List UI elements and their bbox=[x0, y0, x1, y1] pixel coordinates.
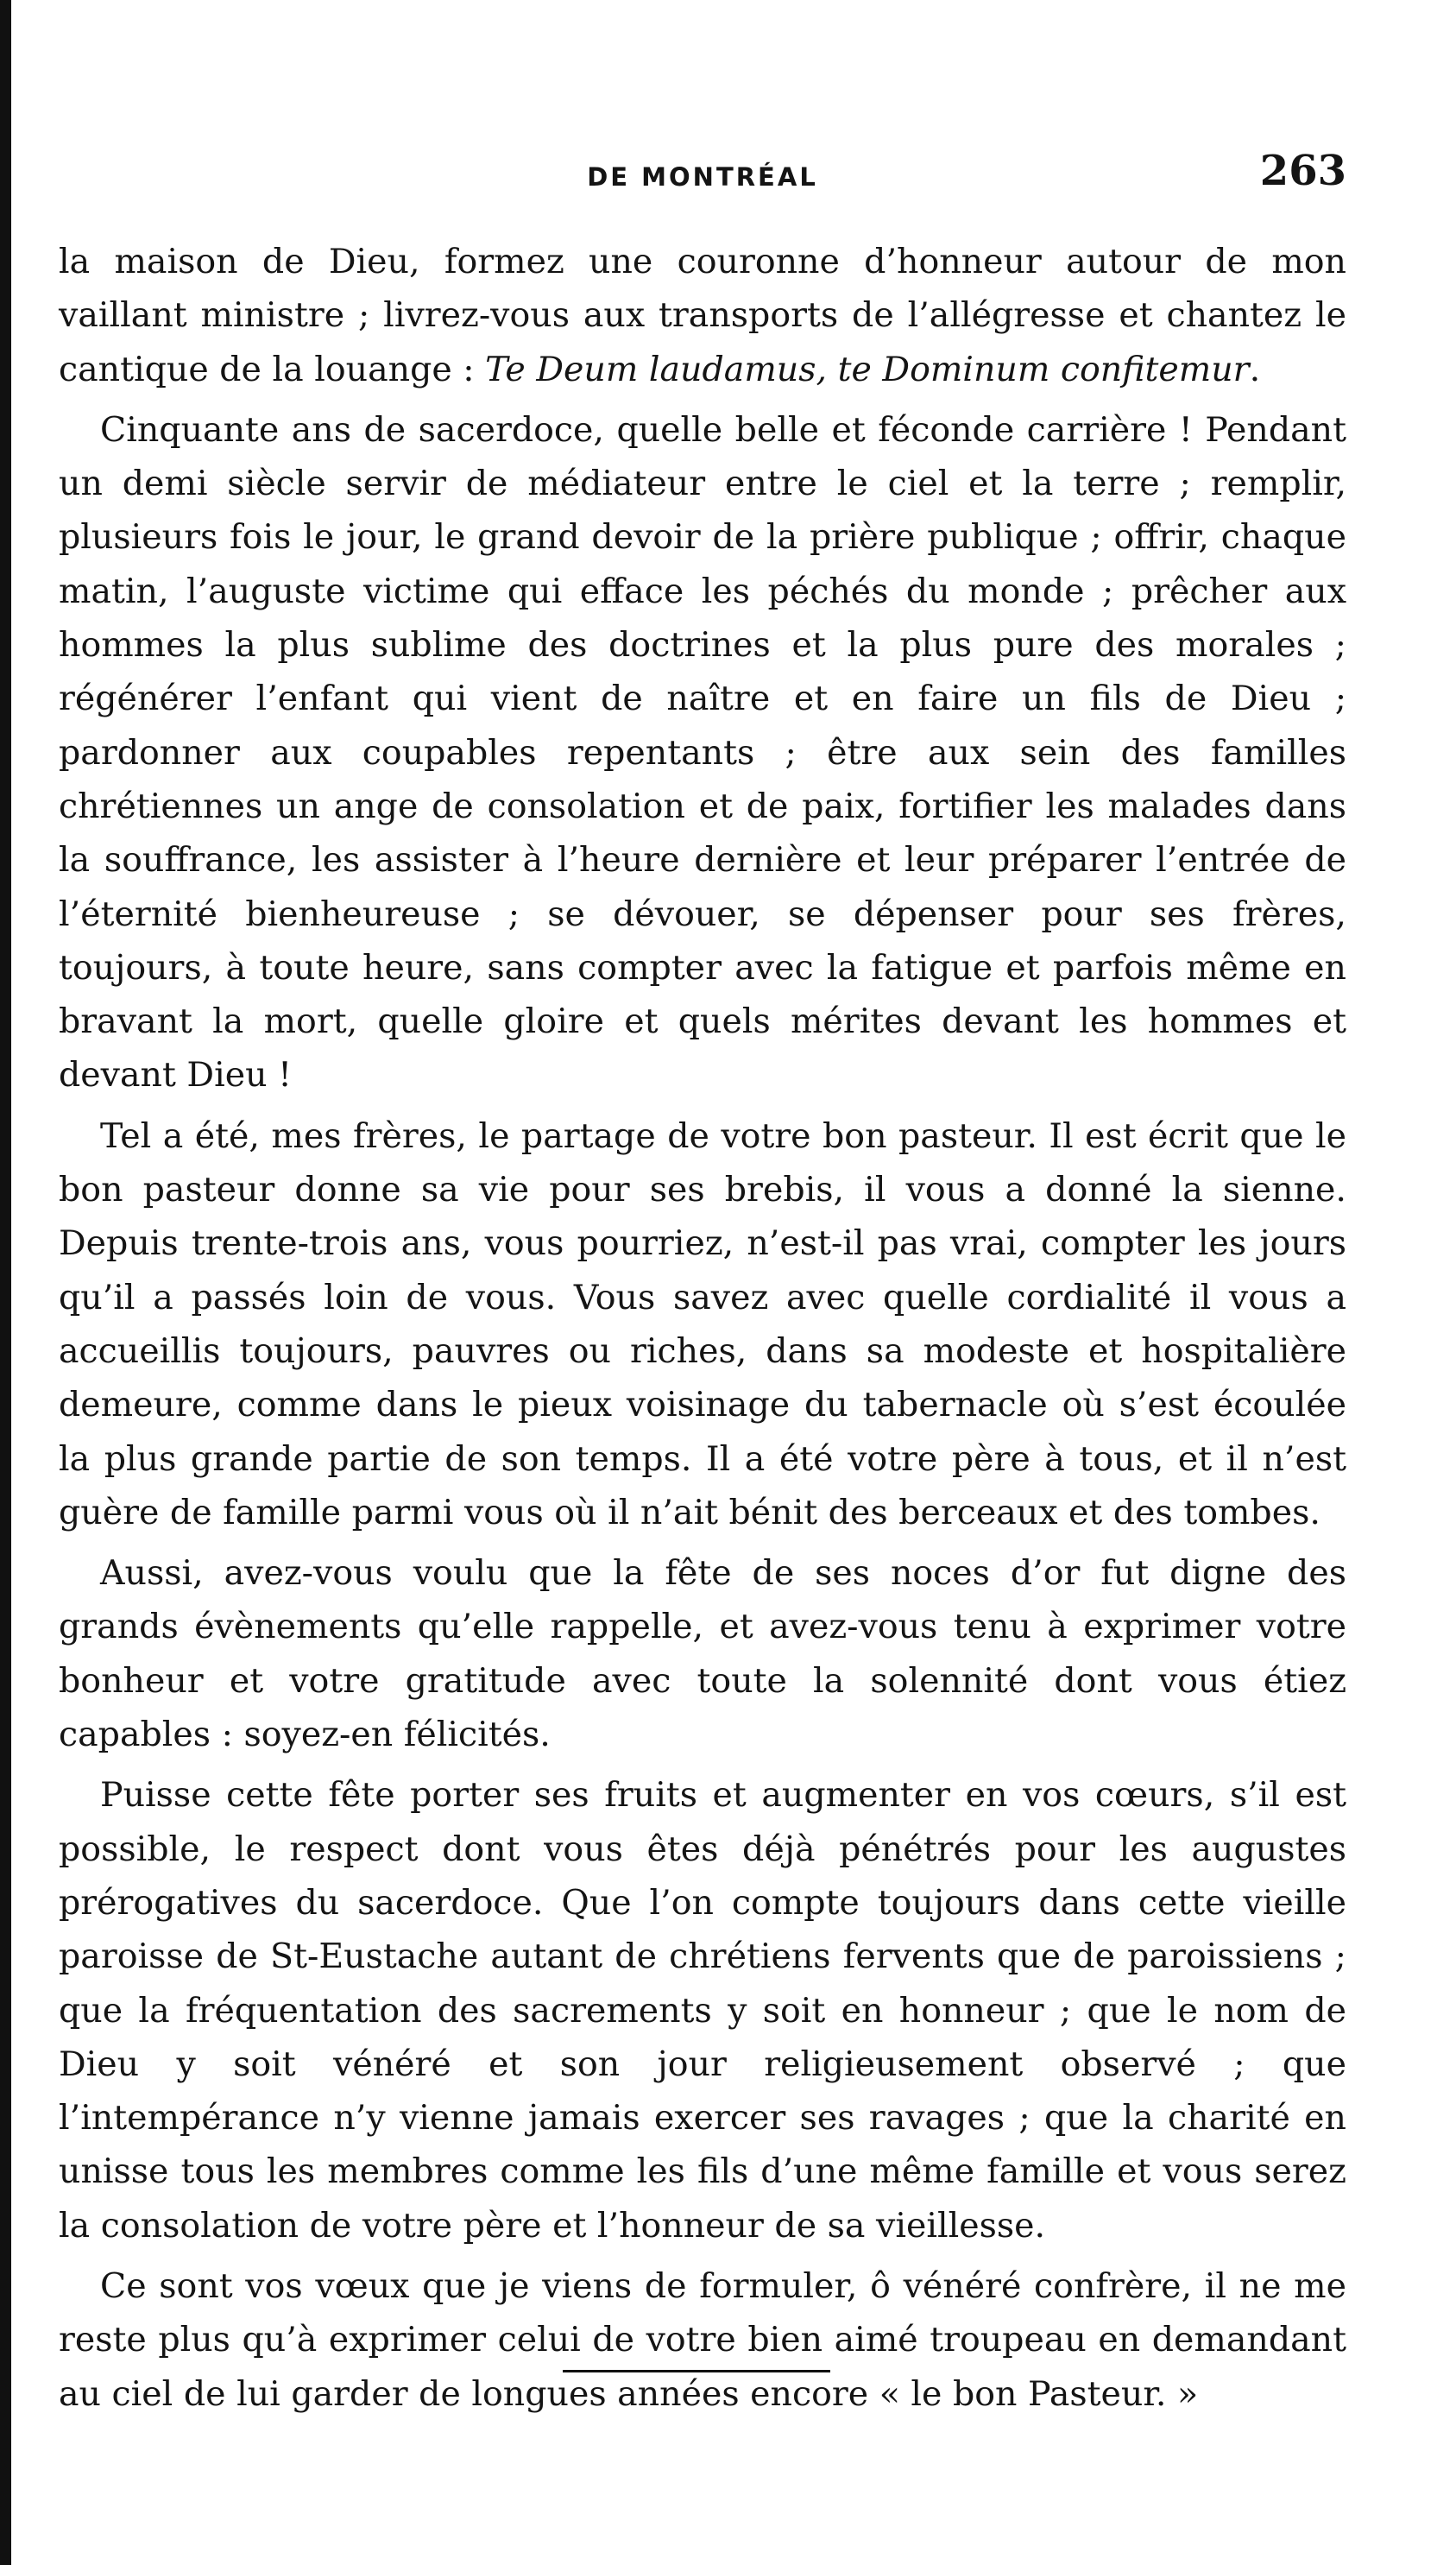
paragraph-2: Cinquante ans de sacerdoce, quelle belle et féconde carrière ! Pendant un demi siècle servir de médiateur entre le ciel et la terre ; remplir, plusieurs fois le jour, le grand devoir de la prière publique ; offrir, chaque matin, l’auguste victime qui efface les péchés du monde ; prêcher aux hommes la plus sublime des doctrines et la plus pure des morales ; régénérer l’enfant qui vient de naître et en faire un fils de Dieu ; pardonner aux coupables repentants ; être aux sein des familles chrétiennes un ange de consolation et de paix, fortifier les malades dans la souffrance, les assister à l’heure dernière et leur préparer l’entrée de l’éternité bienheureuse ; se dévouer, se dépenser pour ses frères, toujours, à toute heure, sans compter avec la fatigue et parfois même en bravant la mort, quelle gloire et quels mérites devant les hommes et devant Dieu ! bbox=[59, 409, 1346, 1096]
page-header bbox=[59, 147, 1346, 207]
body-text bbox=[59, 235, 1346, 2421]
scan-edge-shadow bbox=[0, 0, 11, 2565]
paragraph-1 bbox=[59, 235, 1346, 396]
paragraph-5: Puisse cette fête porter ses fruits et augmenter en vos cœurs, s’il est possible, le respect dont vous êtes déjà pénétrés pour les augustes prérogatives du sacerdoce. Que l’on compte toujours dans cette vieille paroisse de St-Eustache autant de chrétiens fervents que de paroissiens ; que la fréquentation des sacrements y soit en honneur ; que le nom de Dieu y soit vénéré et son jour religieusement observé ; que l’intempérance n’y vienne jamais exercer ses ravages ; que la charité en unisse tous les membres comme les fils d’une même famille et vous serez la consolation de votre père et l’honneur de sa vieillesse. bbox=[59, 1775, 1346, 2246]
paragraph-6: Ce sont vos vœux que je viens de formuler, ô vénéré confrère, il ne me reste plus qu’à exprimer celui de votre bien aimé troupeau en demandant au ciel de lui garder de longues années encore « le bon Pasteur. » bbox=[59, 2265, 1346, 2414]
paragraph-4: Aussi, avez-vous voulu que la fête de ses noces d’or fut digne des grands évènements qu’elle rappelle, et avez-vous tenu à exprimer votre bonheur et votre gratitude avec toute la solennité dont vous étiez capables : soyez-en félicités. bbox=[59, 1553, 1346, 1755]
paragraph-1-tail: . bbox=[1249, 349, 1261, 389]
paragraph-3: Tel a été, mes frères, le partage de votre bon pasteur. Il est écrit que le bon pasteur donne sa vie pour ses brebis, il vous a donné la sienne. Depuis trente-trois ans, vous pourriez, n’est-il pas vrai, compter les jours qu’il a passés loin de vous. Vous savez avec quelle cordialité il vous a accueillis toujours, pauvres ou riches, dans sa modeste et hospitalière demeure, comme dans le pieux voisinage du tabernacle où s’est écoulée la plus grande partie de son temps. Il a été votre père à tous, et il n’est guère de famille parmi vous où il n’ait bénit des berceaux et des tombes. bbox=[59, 1115, 1346, 1532]
latin-quote: Te Deum laudamus, te Dominum confitemur bbox=[485, 349, 1250, 389]
paragraph-1-text: la maison de Dieu, formez une couronne d’honneur autour de mon vaillant ministre ; livrez-vous aux transports de l’allégresse et chantez le cantique de la louange : bbox=[59, 242, 1346, 389]
page-number: 263 bbox=[1259, 147, 1346, 195]
running-head: DE MONTRÉAL bbox=[587, 162, 818, 192]
end-rule bbox=[563, 2370, 830, 2372]
